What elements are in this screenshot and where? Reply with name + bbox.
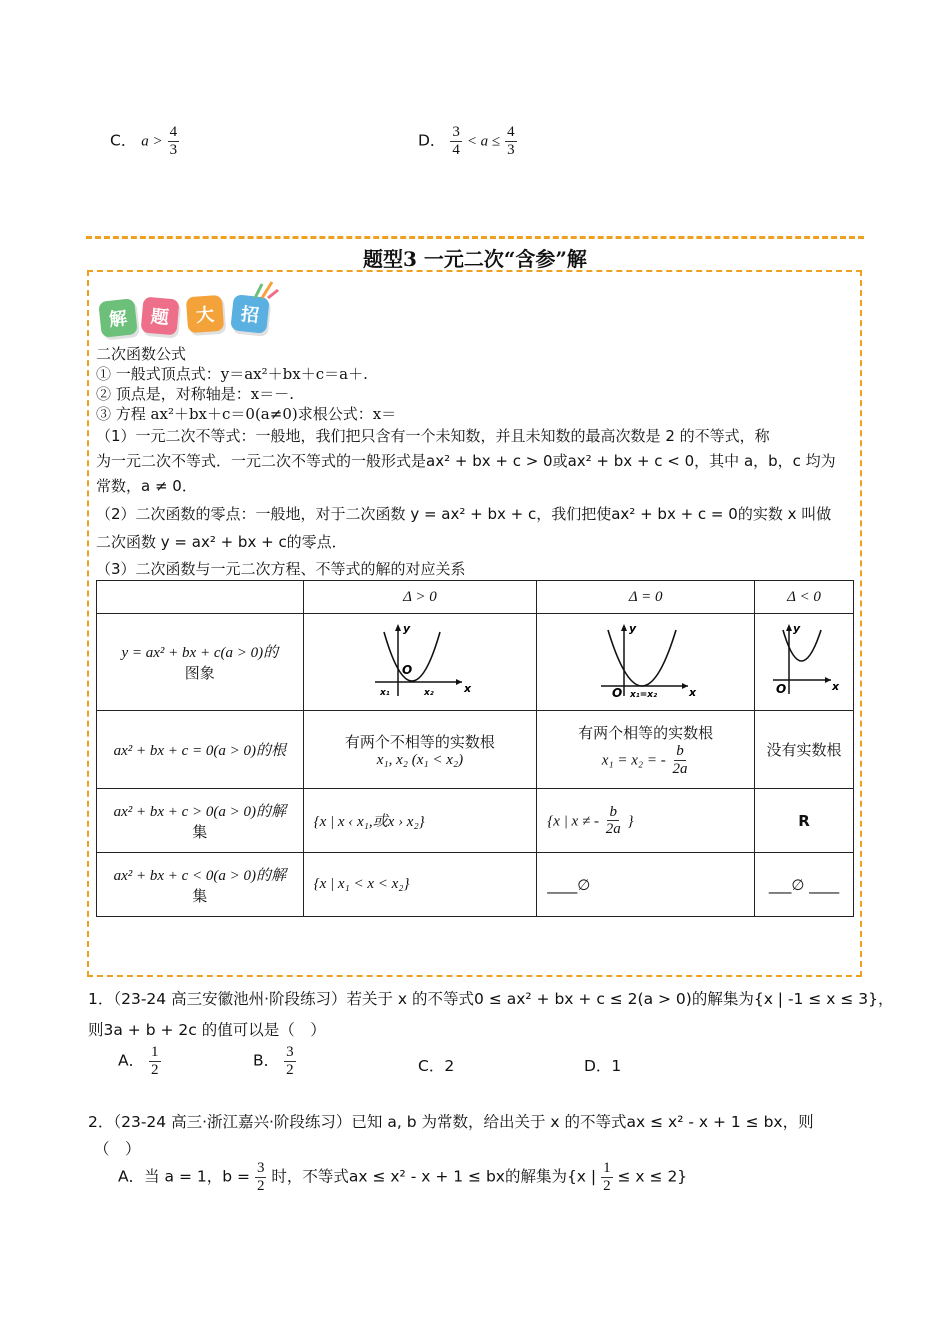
option-c-label: C． <box>110 131 137 150</box>
table-header-row <box>97 581 854 614</box>
table-header-cell: Δ = 0 <box>537 581 755 614</box>
question-1-stem-2: 则3a + b + 2c 的值可以是（ ） <box>88 1021 326 1039</box>
badge-jie: 解 <box>98 298 138 338</box>
solution-cell: ___∅ ____ <box>755 853 854 917</box>
root-cell: 有两个不相等的实数根 x₁, x₂ (x₁ < x₂) <box>303 711 537 789</box>
table-header-cell: Δ < 0 <box>755 581 854 614</box>
table-row-roots <box>97 711 854 789</box>
svg-text:O: O <box>611 686 622 700</box>
svg-text:y: y <box>628 622 636 635</box>
q1-option-b[interactable]: B． $\frac{3}{2}$ <box>253 1044 294 1078</box>
theory-line-2: ② 顶点是，对称轴是：x＝－. <box>96 385 294 403</box>
question-2-stem-2: （ ） <box>94 1140 141 1158</box>
section-top-divider <box>86 236 864 239</box>
svg-text:O: O <box>401 663 413 677</box>
theory-p1-b: 为一元二次不等式．一元二次不等式的一般形式是ax² + bx + c > 0或ax² + bx + c < 0，其中 a，b，c 均为 <box>96 452 836 470</box>
question-1-stem: 1．（23-24 高三安徽池州·阶段练习）若关于 x 的不等式0 ≤ ax² + bx + c ≤ 2(a > 0)的解集为{x | -1 ≤ x ≤ 3}， <box>88 990 894 1008</box>
table-row-graph <box>97 614 854 711</box>
svg-text:x₂: x₂ <box>423 688 434 698</box>
row-label: y = ax² + bx + c(a > 0)的 图象 <box>97 614 304 711</box>
badge-da: 大 <box>186 295 224 333</box>
theory-line-3: ③ 方程 ax²＋bx＋c＝0(a≠0)求根公式：x＝ <box>96 405 397 423</box>
option-d[interactable] <box>418 124 517 158</box>
table-row-lt <box>97 853 854 917</box>
graph-double-root <box>537 614 755 711</box>
badge-zhao: 招 <box>230 294 270 334</box>
theory-p1-a: （1）一元二次不等式：一般地，我们把只含有一个未知数，并且未知数的最高次数是 2 的不等式，称 <box>96 427 770 445</box>
graph-no-root <box>755 614 854 711</box>
solution-cell: {x | x₁ < x < x₂} <box>303 853 537 917</box>
q1-option-c[interactable]: C．2 <box>418 1057 455 1075</box>
row-label: ax² + bx + c = 0(a > 0)的根 <box>97 711 304 789</box>
solution-cell: R <box>755 789 854 853</box>
svg-text:x: x <box>832 680 840 693</box>
option-d-fraction-2: $\frac{4}{3}$ <box>507 124 515 158</box>
sparkle-icon <box>250 278 280 300</box>
theory-p2-b: 二次函数 y = ax² + bx + c的零点． <box>96 533 347 551</box>
parabola-no-root-graph <box>769 620 839 700</box>
q1-option-d[interactable]: D．1 <box>584 1057 622 1075</box>
option-d-label: D． <box>418 131 446 150</box>
svg-text:x₁: x₁ <box>379 688 390 698</box>
section-title: 题型3 一元二次“含参”解 <box>363 247 587 271</box>
row-label: ax² + bx + c > 0(a > 0)的解 集 <box>97 789 304 853</box>
theory-p2-a: （2）二次函数的零点：一般地，对于二次函数 y = ax² + bx + c，我们把使ax² + bx + c = 0的实数 x 叫做 <box>96 505 832 523</box>
svg-text:y: y <box>402 622 411 635</box>
svg-text:O: O <box>776 682 787 696</box>
option-c-fraction: $\frac{4}{3}$ <box>169 124 178 158</box>
parabola-two-roots-graph <box>370 620 470 700</box>
theory-line-1: ① 一般式顶点式：y＝ax²＋bx＋c＝a＋. <box>96 365 368 383</box>
svg-text:x₁=x₂: x₁=x₂ <box>629 690 657 700</box>
q1-option-a[interactable]: A． $\frac{1}{2}$ <box>118 1044 159 1078</box>
theory-p1-c: 常数，a ≠ 0． <box>96 477 197 495</box>
badge-ti: 题 <box>140 296 179 335</box>
option-c[interactable] <box>110 124 179 158</box>
theory-p3: （3）二次函数与一元二次方程、不等式的解的对应关系 <box>96 560 466 578</box>
option-d-fraction-1: $\frac{3}{4}$ <box>452 124 460 158</box>
table-header-cell <box>97 581 304 614</box>
solution-cell: {x | x ‹ x₁,或x › x₂} <box>303 789 537 853</box>
table-header-cell: Δ > 0 <box>303 581 537 614</box>
svg-text:y: y <box>793 622 801 635</box>
option-d-expr: < a ≤ <box>466 133 501 150</box>
relation-table <box>96 580 854 917</box>
row-label: ax² + bx + c < 0(a > 0)的解 集 <box>97 853 304 917</box>
question-2-stem: 2．（23-24 高三·浙江嘉兴·阶段练习）已知 a, b 为常数，给出关于 x 的不等式ax ≤ x² - x + 1 ≤ bx，则 <box>88 1113 814 1131</box>
svg-text:x: x <box>688 686 696 699</box>
theory-heading: 二次函数公式 <box>96 345 187 363</box>
root-cell: 没有实数根 <box>755 711 854 789</box>
option-c-expr: a > <box>141 133 163 150</box>
parabola-double-root-graph <box>596 620 696 700</box>
solution-cell: {x | x ≠ - $\frac{b}{2a}$ } <box>537 789 755 853</box>
solution-cell: ____∅ <box>537 853 755 917</box>
root-cell: 有两个相等的实数根 x₁ = x₂ = - $\frac{b}{2a}$ <box>537 711 755 789</box>
svg-text:x: x <box>463 682 472 695</box>
graph-two-roots <box>303 614 537 711</box>
q2-option-a[interactable]: A．当 a = 1，b = $\frac{3}{2}$ 时，不等式ax ≤ x² - x + 1 ≤ bx的解集为{x | $\frac{1}{2}$ ≤ x ≤ 2} <box>118 1160 688 1194</box>
table-row-gt <box>97 789 854 853</box>
